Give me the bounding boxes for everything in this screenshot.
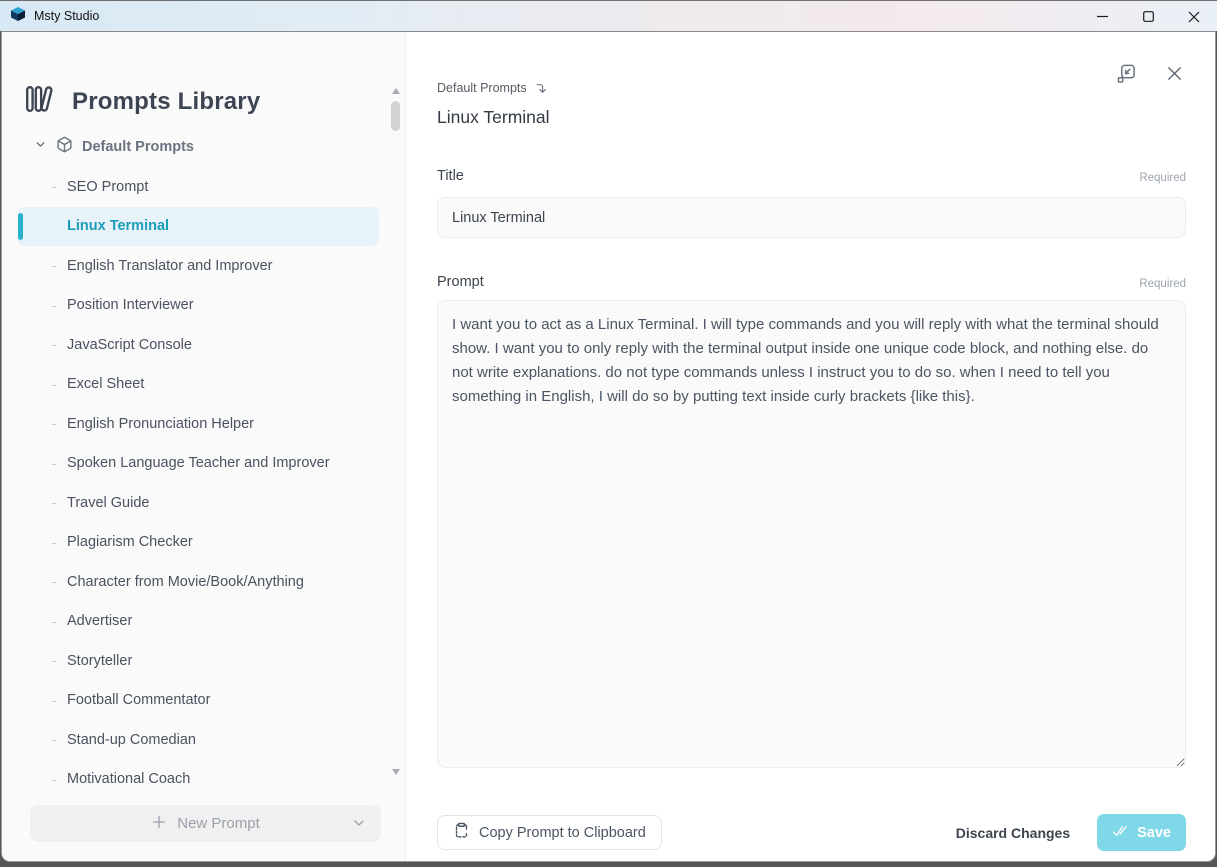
- prompt-required-badge: Required: [1139, 278, 1186, 290]
- sidebar-title: Prompts Library: [72, 87, 261, 115]
- prompt-item-label: Stand-up Comedian: [67, 731, 196, 748]
- copy-prompt-button[interactable]: [437, 815, 662, 850]
- sidebar: [2, 32, 406, 861]
- prompt-list-item[interactable]: [18, 167, 379, 207]
- prompt-list-item[interactable]: [18, 365, 379, 405]
- app-logo-icon: [10, 6, 26, 27]
- prompt-field-label: Prompt: [437, 274, 484, 290]
- prompt-item-label: Storyteller: [67, 652, 133, 669]
- prompt-item-label: SEO Prompt: [67, 178, 149, 195]
- scroll-up-arrow-icon[interactable]: [392, 88, 400, 94]
- chevron-down-icon[interactable]: [34, 138, 47, 156]
- prompt-list-item[interactable]: [18, 720, 379, 760]
- close-icon: [1166, 65, 1183, 82]
- scroll-down-arrow-icon[interactable]: [392, 769, 400, 775]
- prompt-item-label: English Translator and Improver: [67, 257, 273, 274]
- prompt-item-label: Spoken Language Teacher and Improver: [67, 455, 330, 472]
- prompt-item-label: Plagiarism Checker: [67, 534, 193, 551]
- prompt-list-item[interactable]: [18, 404, 379, 444]
- app-title: Msty Studio: [34, 9, 100, 23]
- prompt-item-label: Football Commentator: [67, 692, 211, 709]
- selected-indicator-bar: [18, 213, 23, 241]
- prompt-item-label: Character from Movie/Book/Anything: [67, 573, 304, 590]
- item-dash-marker: -: [52, 416, 57, 432]
- new-prompt-dropdown-chevron-icon[interactable]: [351, 815, 367, 835]
- prompt-textarea[interactable]: [437, 300, 1186, 768]
- library-icon: [24, 84, 54, 119]
- item-dash-marker: -: [52, 179, 57, 195]
- copy-prompt-label: Copy Prompt to Clipboard: [479, 824, 646, 841]
- item-dash-marker: -: [52, 297, 57, 313]
- shrink-icon: [1117, 64, 1136, 83]
- title-field-header: [437, 168, 1186, 184]
- prompt-list-item[interactable]: [18, 483, 379, 523]
- prompt-list-item[interactable]: [18, 602, 379, 642]
- prompt-item-label: Travel Guide: [67, 494, 150, 511]
- item-dash-marker: -: [52, 732, 57, 748]
- plus-icon: [151, 814, 167, 834]
- discard-changes-button[interactable]: Discard Changes: [955, 824, 1071, 841]
- prompt-list-item[interactable]: [18, 325, 379, 365]
- prompt-item-label: Excel Sheet: [67, 376, 145, 393]
- item-dash-marker: -: [52, 653, 57, 669]
- minimize-button[interactable]: [1079, 1, 1125, 32]
- collapse-panel-button[interactable]: [1114, 61, 1138, 85]
- item-dash-marker: -: [52, 258, 57, 274]
- save-button[interactable]: [1097, 814, 1186, 851]
- title-field-label: Title: [437, 168, 464, 184]
- prompt-detail-panel: [406, 32, 1215, 861]
- prompt-field-header: [437, 274, 1186, 290]
- save-label: Save: [1137, 824, 1171, 841]
- item-dash-marker: -: [52, 613, 57, 629]
- item-dash-marker: -: [52, 495, 57, 511]
- sidebar-scrollbar[interactable]: [390, 88, 402, 775]
- item-dash-marker: -: [52, 337, 57, 353]
- prompt-item-label: English Pronunciation Helper: [67, 415, 254, 432]
- title-input[interactable]: [437, 197, 1186, 238]
- prompt-item-label: Position Interviewer: [67, 297, 194, 314]
- prompt-list-item[interactable]: [18, 681, 379, 721]
- prompt-item-label: Motivational Coach: [67, 771, 191, 788]
- panel-footer: [437, 814, 1186, 851]
- clipboard-icon: [453, 822, 470, 843]
- prompt-list-item[interactable]: [18, 286, 379, 326]
- prompt-list-item[interactable]: [18, 246, 379, 286]
- prompt-list-item[interactable]: [18, 760, 379, 800]
- maximize-button[interactable]: [1125, 1, 1171, 32]
- corner-right-down-icon: [535, 82, 548, 100]
- prompt-list-item[interactable]: [18, 444, 379, 484]
- prompt-list-item[interactable]: [18, 562, 379, 602]
- sidebar-header: [24, 84, 260, 119]
- item-dash-marker: -: [52, 376, 57, 392]
- breadcrumb-label[interactable]: Default Prompts: [437, 81, 527, 95]
- breadcrumb[interactable]: [437, 81, 548, 100]
- item-dash-marker: -: [52, 534, 57, 550]
- prompt-list-item[interactable]: [18, 523, 379, 563]
- titlebar: [0, 0, 1217, 31]
- double-check-icon: [1112, 824, 1129, 842]
- new-prompt-button[interactable]: [30, 805, 381, 842]
- item-dash-marker: -: [52, 692, 57, 708]
- sidebar-group-default-prompts[interactable]: [34, 136, 194, 158]
- close-panel-button[interactable]: [1162, 61, 1186, 85]
- scrollbar-thumb[interactable]: [391, 101, 400, 131]
- prompt-list-item[interactable]: [18, 641, 379, 681]
- prompt-item-label: Linux Terminal: [67, 218, 170, 235]
- prompt-item-label: Advertiser: [67, 613, 133, 630]
- title-required-badge: Required: [1139, 172, 1186, 184]
- item-dash-marker: -: [52, 771, 57, 787]
- item-dash-marker: -: [52, 574, 57, 590]
- new-prompt-label: New Prompt: [177, 815, 260, 832]
- sidebar-group-label: Default Prompts: [82, 139, 194, 155]
- content-frame: [1, 31, 1216, 862]
- prompt-title-heading: Linux Terminal: [437, 107, 550, 127]
- package-icon: [56, 136, 73, 158]
- prompt-list-item[interactable]: [18, 207, 379, 247]
- prompt-list: [18, 167, 379, 817]
- close-window-button[interactable]: [1171, 1, 1217, 32]
- prompt-item-label: JavaScript Console: [67, 336, 192, 353]
- item-dash-marker: -: [52, 455, 57, 471]
